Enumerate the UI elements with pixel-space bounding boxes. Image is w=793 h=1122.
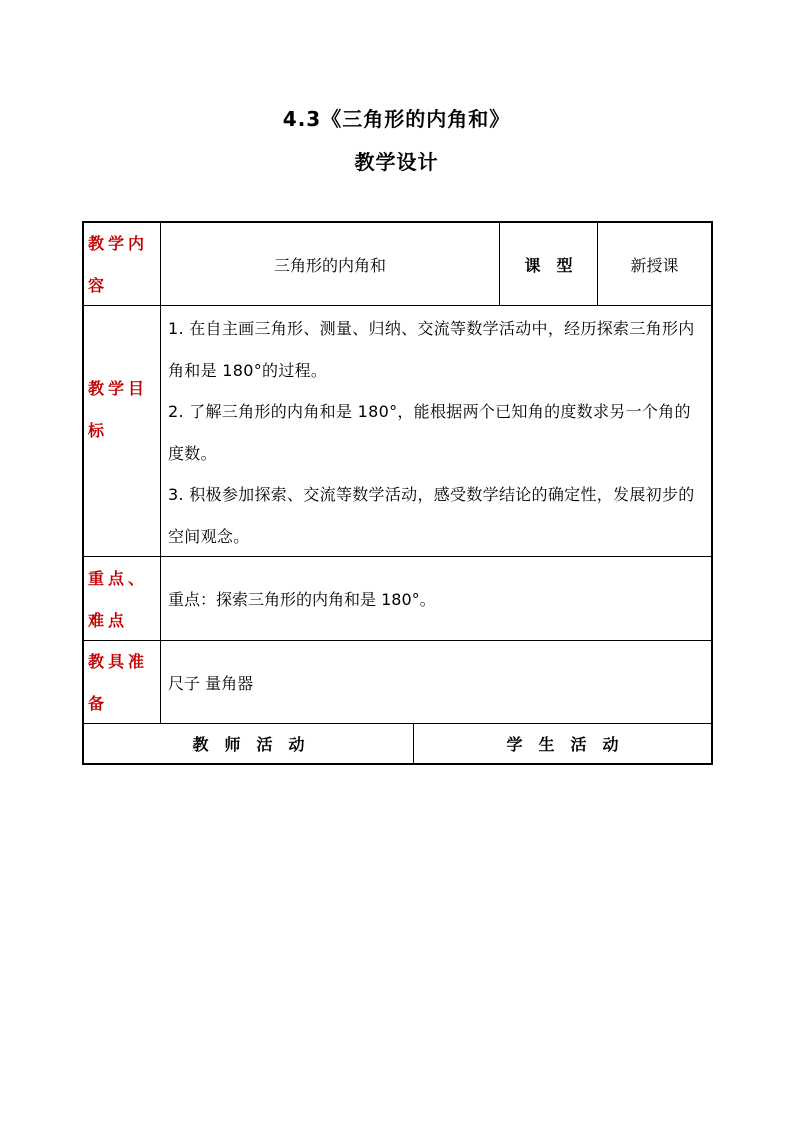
type-value: 新授课 bbox=[630, 255, 679, 275]
key-points-label: 重点、难点 bbox=[88, 569, 149, 630]
table-border-bottom bbox=[82, 763, 713, 765]
teacher-activity-header: 教 师 活 动 bbox=[192, 735, 305, 754]
type-label: 课 型 bbox=[524, 255, 573, 275]
document-subtitle: 教学设计 bbox=[354, 150, 439, 174]
document-title: 4.3《三角形的内角和》 bbox=[282, 107, 511, 131]
table-border-left bbox=[82, 221, 84, 765]
goal-item: 1. 在自主画三角形、测量、归纳、交流等数学活动中，经历探索三角形内角和是 180°的过程。 bbox=[168, 319, 695, 380]
table-border-right bbox=[711, 221, 713, 765]
tools-value: 尺子 量角器 bbox=[168, 673, 254, 693]
row-divider bbox=[82, 305, 713, 306]
content-value: 三角形的内角和 bbox=[273, 255, 386, 275]
content-label: 教学内容 bbox=[88, 234, 149, 295]
tools-label: 教具准备 bbox=[88, 652, 149, 713]
student-activity-header: 学 生 活 动 bbox=[506, 735, 619, 754]
key-points-value: 重点：探索三角形的内角和是 180°。 bbox=[168, 590, 436, 609]
goal-item: 2. 了解三角形的内角和是 180°，能根据两个已知角的度数求另一个角的度数。 bbox=[168, 402, 691, 463]
goal-item: 3. 积极参加探索、交流等数学活动，感受数学结论的确定性，发展初步的空间观念。 bbox=[168, 485, 695, 546]
lesson-plan-table bbox=[82, 221, 713, 765]
goals-label: 教学目标 bbox=[88, 379, 149, 440]
